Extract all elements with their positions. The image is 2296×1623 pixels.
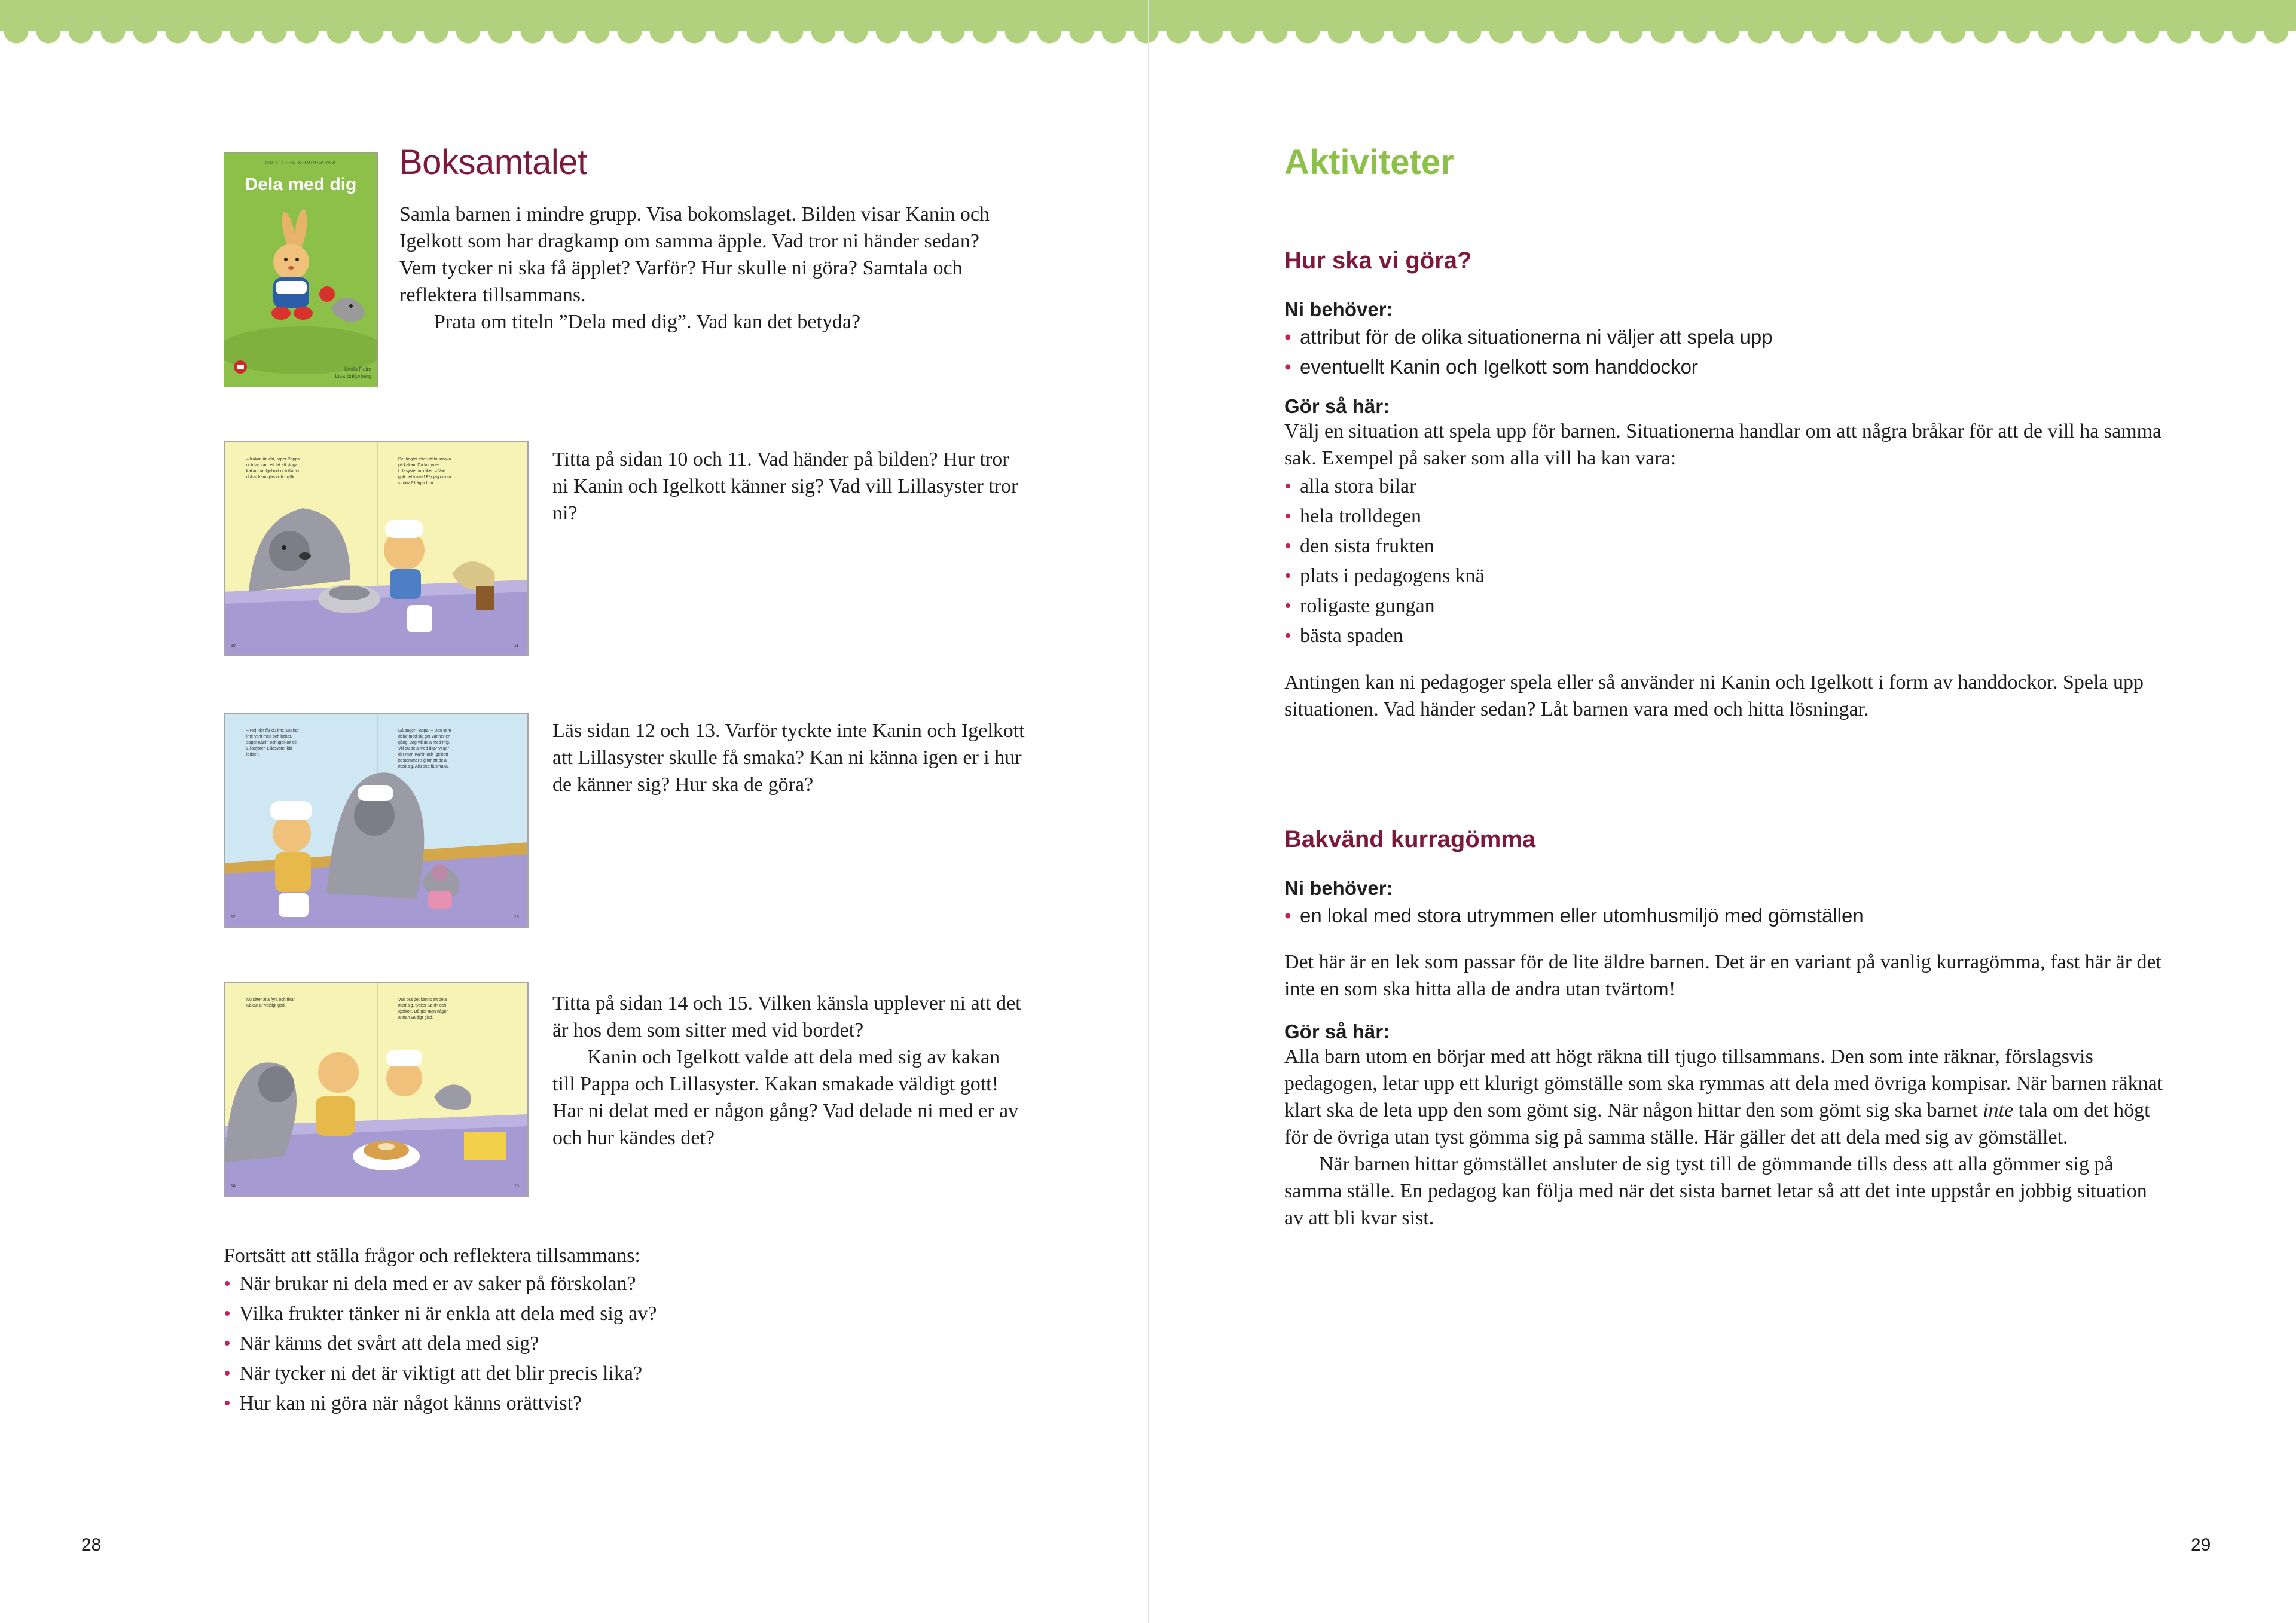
cover-authors (335, 365, 371, 380)
howto-text (1284, 1043, 2169, 1151)
right-page (1149, 0, 2296, 1623)
spread-page-number-left: 14 (231, 1184, 236, 1188)
spread-2-text (552, 717, 1025, 798)
intro-block (399, 201, 1015, 335)
howto-text-part1: Alla barn utom en börjar med att högt räkna till tjugo tillsammans. Den som inte räknar, förslagsvis pedagogen, letar upp ett klurigt gömställe som ska rymmas att dela med övriga kompisar. När barnen räknat klart ska de leta upp den som gömt sig. När någon hittar den som gömt sig ska barnet (1284, 1046, 2163, 1121)
spread-page-number-right: 15 (514, 1184, 519, 1188)
spread-page-number-right: 11 (514, 644, 519, 648)
publisher-logo (233, 359, 248, 377)
followup-lead: Fortsätt att ställa frågor och reflektera tillsammans: (224, 1245, 640, 1267)
howto-text: Välj en situation att spela upp för barnen. Situationerna handlar om att några bråkar för att de vill ha samma sak. Exempel på saker som alla vill ha kan vara: (1284, 420, 2162, 469)
left-page-title: Boksamtalet (399, 143, 587, 182)
followup-item: • När brukar ni dela med er av saker på förskolan? (224, 1269, 1025, 1299)
cover-title: Dela med dig (245, 175, 357, 194)
section-heading: Bakvänd kurragömma (1284, 826, 1536, 852)
page-number-left: 28 (81, 1535, 102, 1555)
spread-mini-text-left: Nu sitter alla fyra och fikar. Kakan är väldigt god. (246, 998, 296, 1008)
followup-item: • Hur kan ni göra när något känns orättvist? (224, 1389, 1025, 1419)
needs-label: Ni behöver: (1284, 298, 1393, 320)
example-item: • plats i pedagogens knä (1284, 561, 2169, 591)
book-spread-10-11 (224, 441, 529, 656)
book-spread-12-13 (224, 713, 529, 928)
spread-3-text (552, 990, 1025, 1151)
howto-emphasis: inte (1983, 1099, 2014, 1121)
cover-author-1: Linda Palm (344, 366, 371, 372)
spread-mini-text-left: – Kakan är klar, roper Pappa och tar fram ett fat att lägga kakan på. Igelkott och Kanin dukar fram glas och mjölk. (246, 457, 300, 479)
spread-mini-text-right: De längtar efter att få smaka på kakan. Då kommer Lillasyster in köket. – Vad gott det luktar! Får jag också smaka? frågar hon. (398, 457, 451, 485)
cover-illustration (224, 153, 378, 387)
spread-mini-text-left: – Nej, det får du inte. Du har inte varit med och bakat, säger Kanin och Igelkott till Lillasyster. Lillasyster blir ledsen. (246, 729, 299, 757)
spread-page-number-right: 13 (514, 915, 519, 919)
spread-mini-text-right: Vad bra det känns att dela med sig, tycker Kanin och Igelkott. Då gör man någon annan väldigt glad. (398, 998, 449, 1020)
book-cover (224, 152, 378, 387)
spread-page-number-left: 12 (231, 915, 236, 919)
cover-series: OM LITTER KOMPISARNA (265, 160, 337, 166)
needs-item: • en lokal med stora utrymmen eller utomhusmiljö med gömställen (1284, 901, 2169, 931)
book-spread-14-15 (224, 982, 529, 1197)
spread-1-text (552, 446, 1025, 527)
needs-item: • eventuellt Kanin och Igelkott som handdockor (1284, 352, 2169, 382)
right-page-title: Aktiviteter (1284, 143, 1454, 182)
howto-text-part2: tala om det högt för de övriga utan tyst gömma sig på samma ställe. Här gäller det att dela med sig av gömstället. (1284, 1099, 2150, 1148)
followup-item: • När känns det svårt att dela med sig? (224, 1329, 1025, 1359)
intro-paragraph-2: Prata om titeln ”Dela med dig”. Vad kan det betyda? (434, 311, 861, 333)
section-hur-ska-vi-gora (1284, 247, 2169, 723)
spread-2-question: Läs sidan 12 och 13. Varför tyckte inte Kanin och Igelkott att Lillasyster skulle få smaka? Kan ni känna igen er i hur de känner sig? Hur ska de göra? (552, 720, 1025, 796)
followup-list (224, 1269, 1025, 1419)
spread-illustration (225, 983, 529, 1197)
spread-page-number-left: 10 (231, 644, 236, 648)
needs-label: Ni behöver: (1284, 877, 1393, 899)
example-item: • hela trolldegen (1284, 502, 2169, 531)
needs-list (1284, 901, 2169, 931)
section-bakvand-kurragomma (1284, 826, 2169, 1231)
spread-mini-text-right: Då säger Pappa: – Den som delar med sig ger vänner en gång. Jag vill dela med mig. Vill du dela med dig? Vi ger der mer. Kanin och Igelkott bestämmer sig för att dela med sig. Alla ska få smaka. (398, 729, 451, 769)
howto-label: Gör så här: (1284, 395, 1390, 417)
spread-1-question: Titta på sidan 10 och 11. Vad händer på bilden? Hur tror ni Kanin och Igelkott känner sig? Vad vill Lillasyster tror ni? (552, 448, 1018, 524)
spread-3-question: Titta på sidan 14 och 15. Vilken känsla upplever ni att det är hos dem som sitter med vid bordet? (552, 992, 1021, 1041)
page-number-right: 29 (2191, 1535, 2211, 1555)
closing-text: Antingen kan ni pedagoger spela eller så använder ni Kanin och Igelkott i form av handdockor. Spela upp situationen. Vad händer sedan? Låt barnen vara med och hitta lösningar. (1284, 671, 2144, 720)
section-heading: Hur ska vi göra? (1284, 247, 1472, 274)
example-item: • alla stora bilar (1284, 472, 2169, 502)
spread-3-question-2: Kanin och Igelkott valde att dela med sig av kakan till Pappa och Lillasyster. Kakan smakade väldigt gott! Har ni delat med er någon gång? Vad delade ni med er av och hur kändes det? (552, 1046, 1019, 1149)
needs-list (1284, 322, 2169, 382)
followup-item: • Vilka frukter tänker ni är enkla att dela med sig av? (224, 1299, 1025, 1329)
intro-text: Det här är en lek som passar för de lite äldre barnen. Det är en variant på vanlig kurragömma, fast här är det inte en som ska hitta alla de andra utan tvärtom! (1284, 951, 2162, 1000)
example-item: • bästa spaden (1284, 621, 2169, 651)
examples-list (1284, 472, 2169, 651)
followup-item: • När tycker ni det är viktigt att det blir precis lika? (224, 1359, 1025, 1389)
needs-item: • attribut för de olika situationerna ni väljer att spela upp (1284, 322, 2169, 352)
intro-paragraph: Samla barnen i mindre grupp. Visa bokomslaget. Bilden visar Kanin och Igelkott som har dragkamp om samma äpple. Vad tror ni händer sedan? Vem tycker ni ska få äpplet? Varför? Hur skulle ni göra? Samtala och reflektera tillsammans. (399, 203, 990, 306)
example-item: • roligaste gungan (1284, 591, 2169, 621)
howto-text-2: När barnen hittar gömstället ansluter de sig tyst till de gömmande tills dess att alla gömmer sig på samma ställe. En pedagog kan följa med när det sista barnet letar så att det inte uppstår en jobbig situation av att bli kvar sist. (1284, 1153, 2147, 1229)
followup-block (224, 1242, 1025, 1419)
example-item: • den sista frukten (1284, 531, 2169, 561)
cover-author-2: Lisa Enfjorberg (335, 373, 371, 379)
howto-label: Gör så här: (1284, 1020, 1390, 1043)
